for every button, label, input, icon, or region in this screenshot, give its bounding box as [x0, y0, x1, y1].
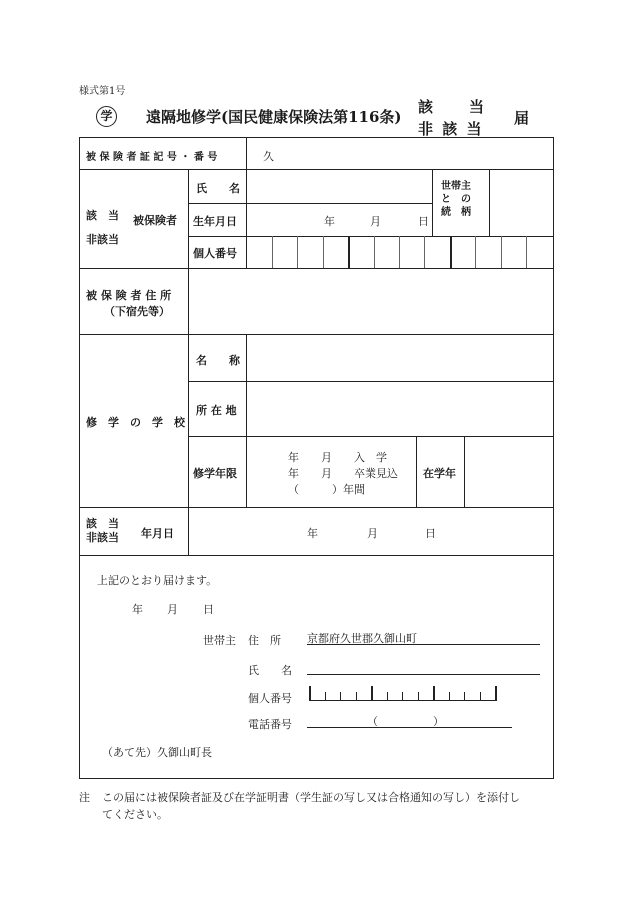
current-year-label: 在学年	[423, 467, 456, 480]
householder-name-label: 氏 名	[248, 664, 292, 677]
form-title: 遠隔地修学(国民健康保険法第116条)	[146, 108, 402, 126]
address-sublabel: （下宿先等）	[104, 305, 170, 318]
title-not-applicable: 非 該 当	[418, 120, 484, 138]
name-label: 氏 名	[196, 182, 240, 195]
status-date-day: 日	[425, 527, 436, 540]
birthdate-year: 年	[324, 215, 335, 228]
school-location-label: 所 在 地	[196, 404, 237, 417]
enrollment-line: 年 月 入 学	[288, 451, 387, 464]
years-line: （ ）年間	[288, 483, 365, 496]
insured-person-label: 被保険者	[133, 214, 177, 227]
householder-address-field[interactable]	[307, 630, 540, 645]
graduation-line: 年 月 卒業見込	[288, 467, 398, 480]
declaration-month: 月	[167, 603, 178, 616]
personal-number-label: 個人番号	[193, 247, 237, 260]
note-line2: てください。	[102, 808, 168, 821]
householder-personal-number-label: 個人番号	[248, 692, 292, 705]
insured-cert-label: 被 保 険 者 証 記 号 ・ 番 号	[86, 152, 218, 163]
householder-label: 世帯主	[203, 634, 236, 647]
birthdate-month: 月	[370, 215, 381, 228]
declaration-text: 上記のとおり届けます。	[97, 574, 218, 587]
study-period-label: 修学年限	[193, 467, 237, 480]
declaration-year: 年	[132, 603, 143, 616]
status-label: 該 当 非該当	[86, 209, 119, 246]
householder-name-field[interactable]	[307, 660, 540, 675]
householder-relation-label: 世帯主 と の 続 柄	[441, 181, 471, 218]
status-date-year: 年	[307, 527, 318, 540]
title-notification: 届	[514, 109, 530, 127]
note-label: 注	[79, 791, 90, 804]
householder-address-value: 京都府久世郡久御山町	[307, 632, 417, 645]
status-date-month: 月	[367, 527, 378, 540]
address-label: 被 保 険 者 住 所	[86, 289, 172, 302]
birthdate-day: 日	[418, 215, 429, 228]
title-applicable: 該 当	[418, 98, 487, 116]
school-label: 修 学 の 学 校	[86, 416, 185, 429]
form-number: 様式第1号	[79, 86, 126, 97]
school-stamp-icon: 学	[96, 106, 117, 127]
phone-paren: （ ）	[367, 715, 444, 728]
birthdate-label: 生年月日	[193, 215, 237, 228]
status-date-label: 年月日	[141, 527, 174, 540]
note-line1: この届には被保険者証及び在学証明書（学生証の写し又は合格通知の写し）を添付し	[102, 791, 520, 804]
declaration-day: 日	[203, 603, 214, 616]
householder-address-label: 住 所	[248, 634, 281, 647]
school-name-label: 名 称	[196, 354, 240, 367]
insured-cert-value[interactable]: 久	[263, 150, 274, 163]
status-date-prefix: 該 当 非該当	[86, 517, 119, 544]
addressee: （あて先）久御山町長	[102, 746, 212, 759]
phone-label: 電話番号	[248, 718, 292, 731]
phone-field[interactable]	[307, 713, 512, 728]
